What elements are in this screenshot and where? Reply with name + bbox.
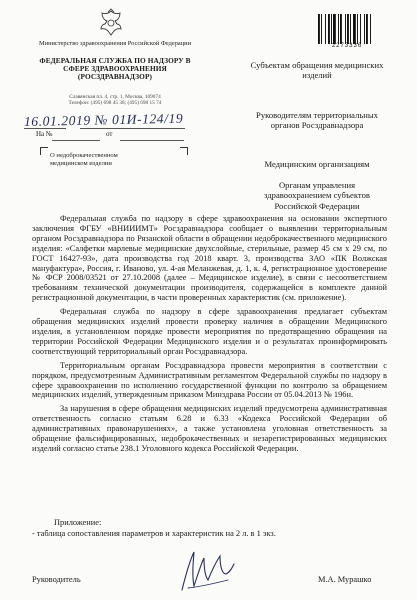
barcode-image: [318, 14, 376, 44]
letter-body: [32, 214, 387, 458]
from-label: от: [106, 130, 113, 138]
phone-line: Телефон: (495) 698 45 38; (495) 698 15 74: [68, 100, 162, 107]
body-paragraph: Территориальным органам Росздравнадзора провести мероприятия в соответствии с порядком, предусмотренным Административным регламентом Федеральной службы по надзору в сфере здравоохранения по исполнению государственной функции по контролю за обращением медицинских изделий, утвержденным приказом Минздрава России от 05.04.2013 № 196н.: [32, 360, 387, 400]
body-paragraph: Федеральная служба по надзору в сфере здравоохранения на основании экспертного заключения ФГБУ «ВНИИИМТ» Росздравнадзора сообщает о выявлении территориальным органом Росздравнадзора по Рязанской области в обращении недоброкачественного медицинского изделия: «Салфетки марлевые медицинские двухслойные, стерильные, размер 45 см х 29 см, по ГОСТ 16427-93», дата производства год 2018 кварт. 3, производства ЗАО «ПК Волжская мануфактура», Россия, г. Иваново, ул. 4-ая Меланжевая, д. 1, к. 4, регистрационное удостоверение № ФСР 2008/03521 от 27.10.2008 (далее – Медицинское изделие), в связи с несоответствием требованиям технической документации производителя, содержащейся в комплекте данной регистрационной документации, в части проверенных характеристик (см. приложение).: [32, 214, 387, 303]
number-underline: [80, 128, 185, 129]
barcode-bar: [366, 14, 368, 44]
barcode-bar: [360, 14, 361, 44]
subject-corner-right: [180, 147, 188, 155]
attachment-block: [32, 518, 276, 540]
recipient-item: Органам управления здравоохранением субъектов Российской Федерации: [264, 180, 370, 211]
barcode-bar: [364, 14, 365, 44]
na-line: [52, 140, 100, 141]
address-line: Славянская пл. 4, стр. 1, Москва, 109074: [69, 94, 161, 100]
barcode-bar: [347, 14, 349, 44]
barcode-bar: [328, 14, 330, 44]
address-block: [36, 94, 194, 107]
attachment-item: - таблица сопоставления параметров и характеристик на 2 л. в 1 экз.: [32, 528, 276, 538]
recipient-item: Руководителям территориальных органов Росздравнадзора: [256, 110, 378, 131]
barcode-bar: [338, 14, 339, 44]
na-label: На №: [36, 130, 53, 138]
body-paragraph: За нарушения в сфере обращения медицинских изделий предусмотрена административная ответственность согласно статьям 6.28 и 6.33 «Кодекса Российской Федерации об административных правонарушениях», а также установлена уголовная ответственность за обращение фальсифицированных, недоброкачественных и незарегистрированных медицинских изделий согласно статье 238.1 Уголовного кодекса Российской Федерации.: [32, 404, 387, 453]
barcode-bar: [318, 14, 320, 44]
subject-line: О недоброкачественном: [50, 152, 118, 159]
barcode-number: 2273336: [331, 43, 363, 49]
coat-of-arms-emblem: [96, 8, 126, 38]
subject-block: [50, 152, 160, 168]
barcode-bar: [333, 14, 336, 44]
barcode-bar: [370, 14, 371, 44]
attachment-label: Приложение:: [54, 518, 102, 527]
recipient-item: Медицинским организациям: [264, 159, 370, 169]
handwritten-date-number: 16.01.2019 № 01И-124/19: [23, 110, 184, 129]
barcode-bar: [340, 14, 342, 44]
service-name: ФЕДЕРАЛЬНАЯ СЛУЖБА ПО НАДЗОРУ В СФЕРЕ ЗДРАВООХРАНЕНИЯ (РОСЗДРАВНАДЗОР): [39, 56, 191, 82]
subject-line: медицинском изделии: [50, 160, 112, 168]
body-paragraph: Федеральная служба по надзору в сфере здравоохранения предлагает субъектам обращения медицинских изделий провести проверку наличия в обращении Медицинского изделия, в установленном порядке провести мероприятия по предотвращению обращения на территории Российской Федерации Медицинского изделия и о результатах проинформировать соответствующий территориальный орган Росздравнадзора.: [32, 307, 387, 356]
barcode-bar: [321, 14, 322, 44]
date-underline: [24, 128, 66, 129]
signatory-position: Руководитель: [32, 575, 81, 584]
barcode-bar: [325, 14, 326, 44]
recipient-item: Субъектам обращения медицинских изделий: [250, 60, 384, 81]
handwritten-signature: [168, 544, 240, 594]
ministry-name: Министерство здравоохранения Российской Федерации: [38, 40, 192, 47]
barcode-bar: [353, 14, 356, 44]
barcode-bar: [357, 14, 358, 44]
barcode-bar: [350, 14, 351, 44]
subject-corner-left: [40, 147, 48, 155]
barcode-bar: [331, 14, 332, 44]
barcode-bar: [345, 14, 346, 44]
from-line: [120, 140, 184, 141]
signatory-name: М.А. Мурашко: [318, 575, 372, 584]
